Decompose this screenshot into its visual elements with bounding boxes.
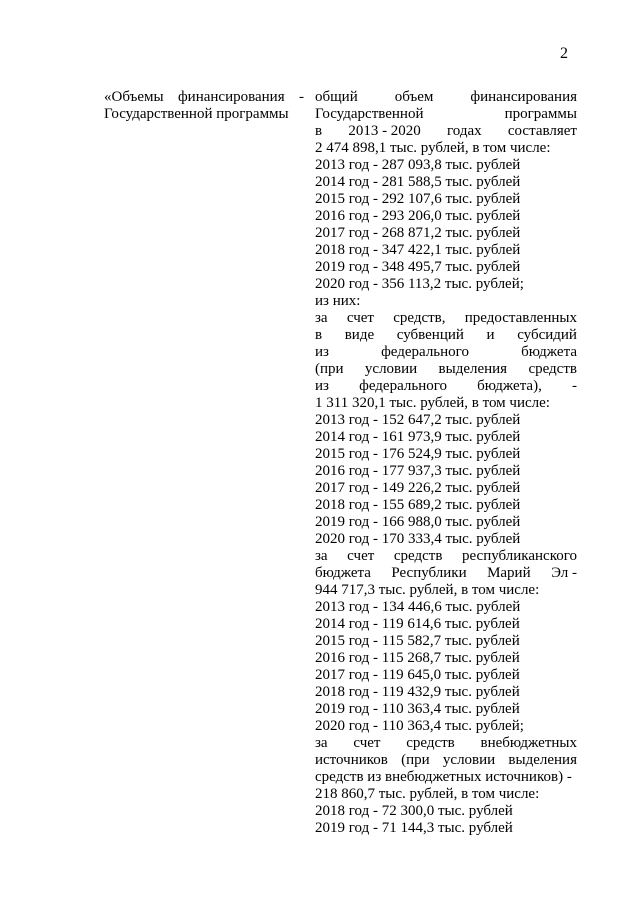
detail-line: 2 474 898,1 тыс. рублей, в том числе:	[315, 140, 551, 156]
detail-line: 2014 год - 281 588,5 тыс. рублей	[315, 174, 521, 190]
detail-line: 2013 год - 134 446,6 тыс. рублей	[315, 599, 521, 615]
detail-word: составляет	[507, 123, 577, 139]
detail-word: Эл -	[551, 565, 577, 581]
detail-line: 2019 год - 166 988,0 тыс. рублей	[315, 514, 521, 530]
detail-word: счет	[347, 548, 375, 564]
financing-details	[315, 89, 577, 837]
detail-word: из	[315, 378, 329, 394]
detail-word: общий	[315, 89, 358, 105]
detail-word: бюджета),	[477, 378, 542, 394]
detail-line: 2016 год - 115 268,7 тыс. рублей	[315, 650, 520, 666]
detail-line: 2014 год - 119 614,6 тыс. рублей	[315, 616, 520, 632]
detail-line: 2015 год - 176 524,9 тыс. рублей	[315, 446, 521, 462]
detail-word: в	[315, 327, 323, 343]
detail-line	[315, 89, 577, 106]
detail-word: источников	[315, 752, 388, 768]
page-number: 2	[560, 45, 568, 62]
detail-word: внебюджетных	[480, 735, 577, 751]
detail-word: выделения	[508, 752, 577, 768]
detail-word: бюджета	[521, 344, 577, 360]
detail-line: 218 860,7 тыс. рублей, в том числе:	[315, 786, 540, 802]
detail-word: предоставленных	[464, 310, 577, 326]
detail-word: федерального	[381, 344, 469, 360]
detail-line: 2020 год - 170 333,4 тыс. рублей	[315, 531, 521, 547]
detail-line: 2019 год - 348 495,7 тыс. рублей	[315, 259, 521, 275]
detail-line: 2017 год - 149 226,2 тыс. рублей	[315, 480, 521, 496]
financing-label: «Объемы финансирования - Государственной программы	[104, 89, 304, 122]
detail-word: за	[315, 310, 328, 326]
detail-line: 2015 год - 115 582,7 тыс. рублей	[315, 633, 520, 649]
detail-word: средств	[528, 361, 577, 377]
detail-word: Марий	[487, 565, 531, 581]
detail-line: 2016 год - 293 206,0 тыс. рублей	[315, 208, 521, 224]
detail-word: средств	[393, 548, 443, 564]
detail-line: 2018 год - 155 689,2 тыс. рублей	[315, 497, 521, 513]
detail-word: -	[572, 378, 577, 394]
detail-word: за	[315, 735, 328, 751]
detail-line: 2014 год - 161 973,9 тыс. рублей	[315, 429, 521, 445]
detail-line: 2018 год - 119 432,9 тыс. рублей	[315, 684, 520, 700]
detail-word: (при	[315, 361, 344, 377]
detail-word: бюджета	[315, 565, 371, 581]
detail-word: федерального	[359, 378, 447, 394]
detail-word: годах	[447, 123, 482, 139]
detail-line	[315, 106, 577, 123]
detail-line: 1 311 320,1 тыс. рублей, в том числе:	[315, 395, 550, 411]
detail-word: программы	[504, 106, 577, 122]
detail-line	[315, 735, 577, 752]
detail-word: условии	[364, 361, 418, 377]
detail-line: 2018 год - 72 300,0 тыс. рублей	[315, 803, 513, 819]
detail-line: 2013 год - 287 093,8 тыс. рублей	[315, 157, 521, 173]
detail-word: объем	[394, 89, 434, 105]
detail-word: условии	[442, 752, 496, 768]
detail-word: средств	[406, 735, 455, 751]
detail-word: финансирования	[470, 89, 577, 105]
detail-word: Республики	[391, 565, 467, 581]
detail-word: субвенций	[396, 327, 464, 343]
detail-line	[315, 752, 577, 769]
detail-line: 2020 год - 356 113,2 тыс. рублей;	[315, 276, 524, 292]
detail-line: 2020 год - 110 363,4 тыс. рублей;	[315, 718, 524, 734]
detail-word: средств,	[393, 310, 446, 326]
detail-word: (при	[401, 752, 430, 768]
detail-line	[315, 123, 577, 140]
detail-word: счет	[353, 735, 381, 751]
detail-line: 2016 год - 177 937,3 тыс. рублей	[315, 463, 521, 479]
detail-line	[315, 327, 577, 344]
detail-line: средств из внебюджетных источников) -	[315, 769, 572, 785]
detail-line: 2017 год - 268 871,2 тыс. рублей	[315, 225, 521, 241]
detail-word: за	[315, 548, 328, 564]
detail-line	[315, 548, 577, 565]
detail-line	[315, 565, 577, 582]
detail-line: 2019 год - 71 144,3 тыс. рублей	[315, 820, 513, 836]
detail-line: из них:	[315, 293, 361, 309]
detail-line: 2017 год - 119 645,0 тыс. рублей	[315, 667, 520, 683]
detail-line	[315, 378, 577, 395]
detail-word: и	[486, 327, 495, 343]
detail-line: 2015 год - 292 107,6 тыс. рублей	[315, 191, 521, 207]
detail-line: 2019 год - 110 363,4 тыс. рублей	[315, 701, 520, 717]
detail-line	[315, 344, 577, 361]
detail-line	[315, 361, 577, 378]
detail-word: субсидий	[517, 327, 577, 343]
detail-word: республиканского	[462, 548, 577, 564]
detail-word: выделения	[438, 361, 508, 377]
detail-line: 2013 год - 152 647,2 тыс. рублей	[315, 412, 521, 428]
detail-word: в	[315, 123, 323, 139]
detail-word: счет	[346, 310, 374, 326]
detail-word: 2013 - 2020	[348, 123, 421, 139]
detail-line: 944 717,3 тыс. рублей, в том числе:	[315, 582, 540, 598]
detail-line: 2018 год - 347 422,1 тыс. рублей	[315, 242, 521, 258]
detail-word: из	[315, 344, 329, 360]
detail-word: виде	[344, 327, 375, 343]
detail-line	[315, 310, 577, 327]
detail-word: Государственной	[315, 106, 424, 122]
